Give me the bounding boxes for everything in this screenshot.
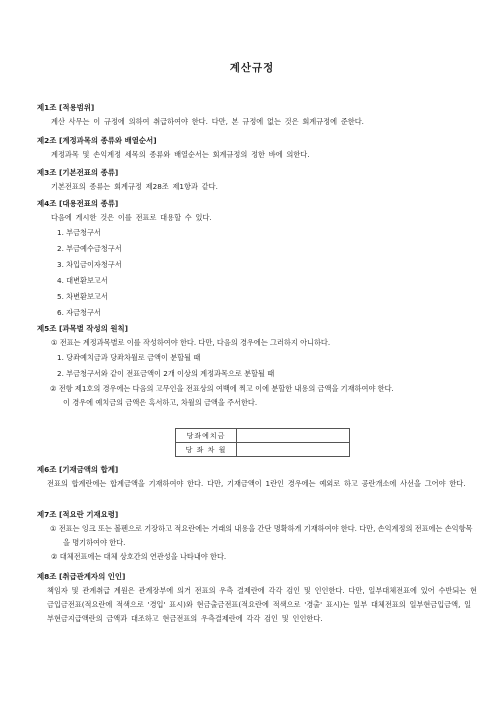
article-1-body: 계산 사무는 이 규정에 의하여 취급하여야 한다. 다만, 본 규정에 없는 것은 회계규정에 준한다. bbox=[51, 117, 364, 126]
article-2-heading: 제2조 [계정과목의 종류와 배열순서] bbox=[37, 136, 157, 145]
article-3-body: 기본전표의 종류는 회계규정 제28조 제1항과 같다. bbox=[51, 182, 218, 191]
list-item: 5. 차변환보고서 bbox=[57, 292, 108, 301]
article-1 bbox=[37, 101, 477, 129]
table-cell-label: 당좌예치금 bbox=[176, 429, 237, 443]
article-7-clause-2: ② 대체전표에는 대체 상호간의 연관성을 나타내야 한다. bbox=[51, 552, 227, 561]
article-7-clause-1: ① 전표는 잉크 또는 볼펜으로 기장하고 적요란에는 거래의 내용을 간단 명확하게 기재하여야 한다. 다만, 손익계정의 전표에는 손익항목을 명기하여야 한다. bbox=[50, 524, 473, 547]
article-2-body: 계정과목 및 손익계정 세목의 종류와 배열순서는 회계규정의 정한 바에 의한다. bbox=[51, 150, 310, 159]
list-item: 3. 차입금이자청구서 bbox=[57, 260, 122, 269]
article-1-heading: 제1조 [적용범위] bbox=[37, 103, 95, 112]
article-4 bbox=[37, 197, 477, 321]
article-5-subitem-2: 2. 부금청구서와 같이 전표금액이 2개 이상의 계정과목으로 분할될 때 bbox=[57, 369, 275, 378]
article-6 bbox=[37, 463, 477, 491]
article-5-heading: 제5조 [과목별 작성의 원칙] bbox=[37, 324, 129, 333]
article-6-body: 전표의 합계란에는 합계금액을 기재하여야 한다. 다만, 기재금액이 1란인 경우에는 예외로 하고 공란개소에 사선을 그어야 한다. bbox=[47, 479, 466, 488]
article-8-heading: 제8조 [취급관계자의 인인] bbox=[37, 572, 126, 581]
article-5-note: 이 경우에 예치금의 금액은 흑서하고, 차월의 금액을 주서한다. bbox=[63, 398, 258, 407]
article-5-subitem-1: 1. 당좌예치금과 당좌차월로 금액이 분할될 때 bbox=[57, 353, 201, 362]
table-cell-label: 당 좌 차 월 bbox=[176, 443, 237, 457]
list-item: 1. 부금청구서 bbox=[57, 228, 101, 237]
article-5-clause-2: ② 전항 제1호의 경우에는 다음의 고무인을 전표상의 여백에 찍고 이에 분할한 내용의 금액을 기재하여야 한다. bbox=[50, 384, 394, 393]
table-cell-blank bbox=[237, 429, 350, 443]
document-title: 계산규정 bbox=[229, 62, 275, 74]
article-8-body: 책임자 및 관계취급 계원은 관계장부에 의거 전표의 우측 결제란에 각각 검인 및 인인한다. 다만, 일부대체전표에 있어 수반되는 현금입금전표(적요란에 적색으로 '경입' 표시)와 현금출금전표(적요란에 적색으로 '경출' 표시)는 일부 대체전표의 일부현금입금액, 일부현금지급액란의 금액과 대조하고 현금전표의 우측결제란에 각각 검인 및 인인한다. bbox=[47, 586, 477, 623]
article-7-heading: 제7조 [적요란 기재요령] bbox=[37, 510, 119, 519]
rubber-stamp-table bbox=[175, 428, 350, 457]
article-8 bbox=[37, 570, 477, 626]
table-cell-blank bbox=[237, 443, 350, 457]
article-4-body: 다음에 게시한 것은 이를 전표로 대용할 수 있다. bbox=[51, 213, 212, 222]
article-6-heading: 제6조 [기재금액의 합계] bbox=[37, 465, 119, 474]
article-2 bbox=[37, 134, 477, 162]
article-7 bbox=[37, 508, 477, 564]
list-item: 2. 부금예수금청구서 bbox=[57, 244, 122, 253]
table-row bbox=[176, 429, 350, 443]
article-4-heading: 제4조 [대용전표의 종류] bbox=[37, 199, 119, 208]
table-row bbox=[176, 443, 350, 457]
article-3-heading: 제3조 [기본전표의 종류] bbox=[37, 168, 119, 177]
article-3 bbox=[37, 166, 477, 194]
article-5-clause-1: ① 전표는 계정과목별로 이를 작성하여야 한다. 다만, 다음의 경우에는 그러하지 아니하다. bbox=[51, 338, 331, 347]
article-5 bbox=[37, 322, 477, 410]
list-item: 6. 자금청구서 bbox=[57, 308, 101, 317]
list-item: 4. 대변환보고서 bbox=[57, 276, 108, 285]
